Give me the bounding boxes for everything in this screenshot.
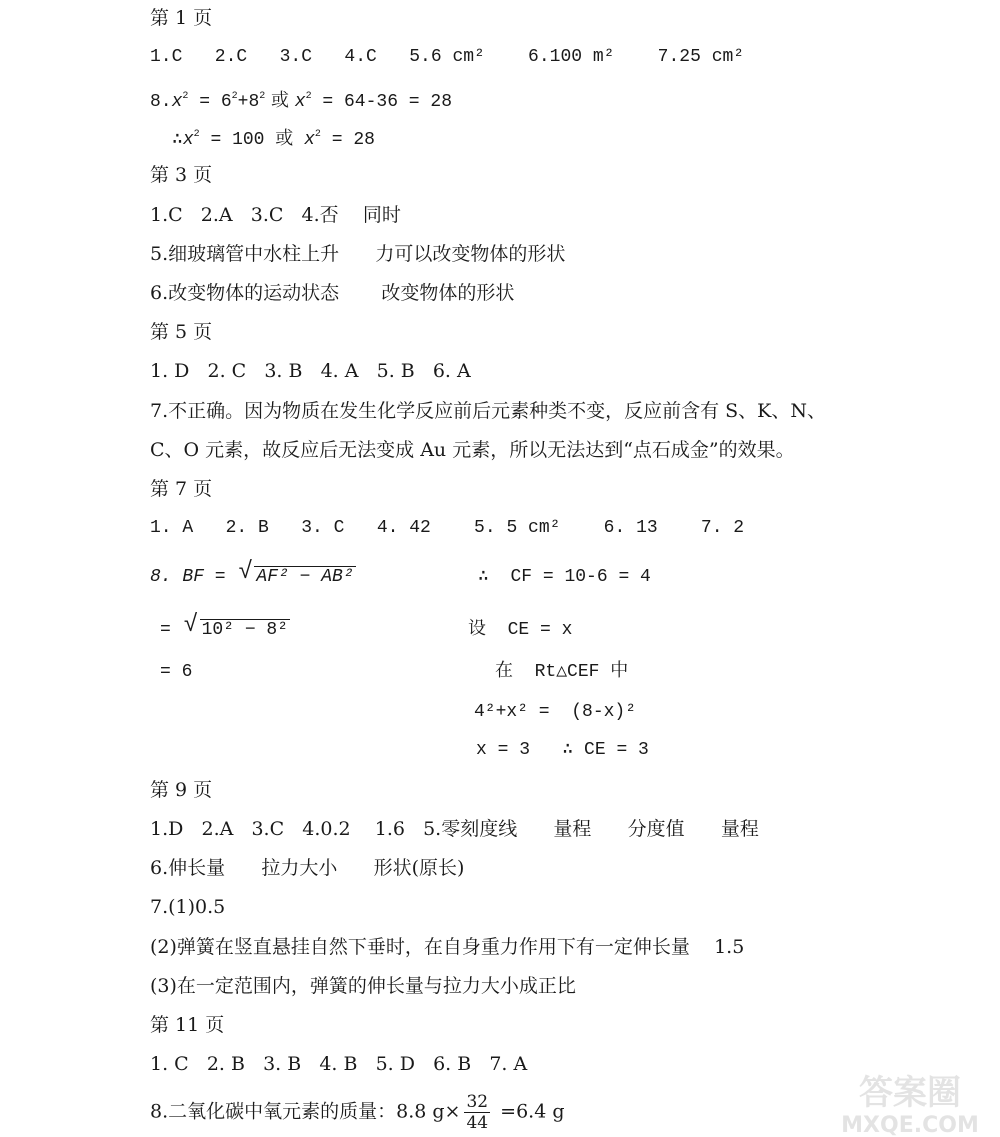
- answer-line: 1. A 2. B 3. C 4. 42 5. 5 cm² 6. 13 7. 2: [150, 518, 745, 538]
- result-line: = 6: [160, 662, 193, 682]
- answer-line: 1.D 2.A 3.C 4.0.2 1.6 5.零刻度线 量程 分度值 量程: [150, 818, 759, 840]
- fraction-numerator: 32: [466, 1092, 489, 1112]
- var-x: x: [171, 92, 183, 112]
- pythagoras-line: 4²+x² = (8-x)²: [474, 702, 637, 722]
- answer-line: 1.C 2.C 3.C 4.C 5.6 cm² 6.100 m² 7.25 cm²: [150, 47, 745, 67]
- eq-prefix: 8.二氧化碳中氧元素的质量：8.8 g×: [150, 1100, 461, 1123]
- equals-sign: =: [160, 620, 171, 640]
- eq-part: = 28: [320, 130, 375, 150]
- page-header-9: 第 9 页: [150, 779, 213, 801]
- answer-line: (3)在一定范围内，弹簧的伸长量与拉力大小成正比: [150, 975, 576, 997]
- answer-line: 1.C 2.A 3.C 4.否 同时: [150, 204, 401, 226]
- set-variable: 设 CE = x: [468, 620, 573, 640]
- sqrt-expression: √ 10² − 8²: [183, 612, 289, 640]
- eq-part: = 64-36 = 28: [311, 92, 453, 112]
- svg-text:答案圈: 答案圈: [859, 1073, 961, 1113]
- sqrt-expression: √ AF² − AB²: [238, 559, 354, 587]
- page-header-3: 第 3 页: [150, 164, 213, 186]
- watermark-logo: [820, 1068, 1000, 1137]
- eq-result: =6.4 g: [494, 1100, 565, 1123]
- eq-part: = 6: [188, 92, 232, 112]
- eq-prefix: 8.: [150, 92, 172, 112]
- page-header-1: 第 1 页: [150, 7, 213, 29]
- answer-paragraph: 7.不正确。因为物质在发生化学反应前后元素种类不变，反应前含有 S、K、N、: [150, 400, 827, 422]
- answer-line: 7.(1)0.5: [150, 896, 226, 918]
- radicand: 10² − 8²: [201, 620, 289, 640]
- fraction-denominator: 44: [466, 1113, 489, 1133]
- therefore-symbol: ∴: [172, 130, 183, 150]
- bf-equation: [150, 559, 356, 589]
- var-x: x: [304, 130, 315, 150]
- answer-line: 6.改变物体的运动状态 改变物体的形状: [150, 282, 515, 304]
- page-header-7: 第 7 页: [150, 478, 213, 500]
- eq-part: +8: [237, 92, 260, 112]
- page-header-5: 第 5 页: [150, 321, 213, 343]
- fraction-line: [150, 1092, 565, 1133]
- var-x: x: [294, 92, 306, 112]
- result-line: x = 3 ∴ CE = 3: [476, 740, 649, 760]
- answer-line: (2)弹簧在竖直悬挂自然下垂时，在自身重力作用下有一定伸长量 1.5: [150, 936, 745, 958]
- answer-line: 1. D 2. C 3. B 4. A 5. B 6. A: [150, 360, 471, 382]
- radicand: AF² − AB²: [256, 567, 354, 587]
- page-header-11: 第 11 页: [150, 1014, 225, 1036]
- eq-label: 8. BF =: [150, 567, 237, 587]
- var-x: x: [182, 130, 194, 150]
- equation-line: $\therefore x^2 = 100$ 或 $x^2 = 28$: [172, 129, 375, 150]
- svg-text:MXQE.COM: MXQE.COM: [841, 1113, 979, 1137]
- eq-or: 或: [265, 90, 295, 111]
- answer-line: 1. C 2. B 3. B 4. B 5. D 6. B 7. A: [150, 1053, 528, 1075]
- equation-line: $8.x^2 = 6^2+8^2$ 或 $x^2 = 64-36 = 28$: [150, 90, 453, 112]
- answer-paragraph: C、O 元素，故反应后无法变成 Au 元素，所以无法达到“点石成金”的效果。: [150, 439, 795, 461]
- answer-line: 5.细玻璃管中水柱上升 力可以改变物体的形状: [150, 243, 566, 265]
- triangle-line: 在 Rt△CEF 中: [495, 662, 629, 682]
- sqrt-equation: [160, 612, 290, 642]
- fraction: [464, 1092, 490, 1133]
- eq-part: = 100 或: [199, 130, 305, 150]
- cf-equation: ∴ CF = 10-6 = 4: [478, 567, 651, 587]
- answer-line: 6.伸长量 拉力大小 形状(原长): [150, 857, 465, 879]
